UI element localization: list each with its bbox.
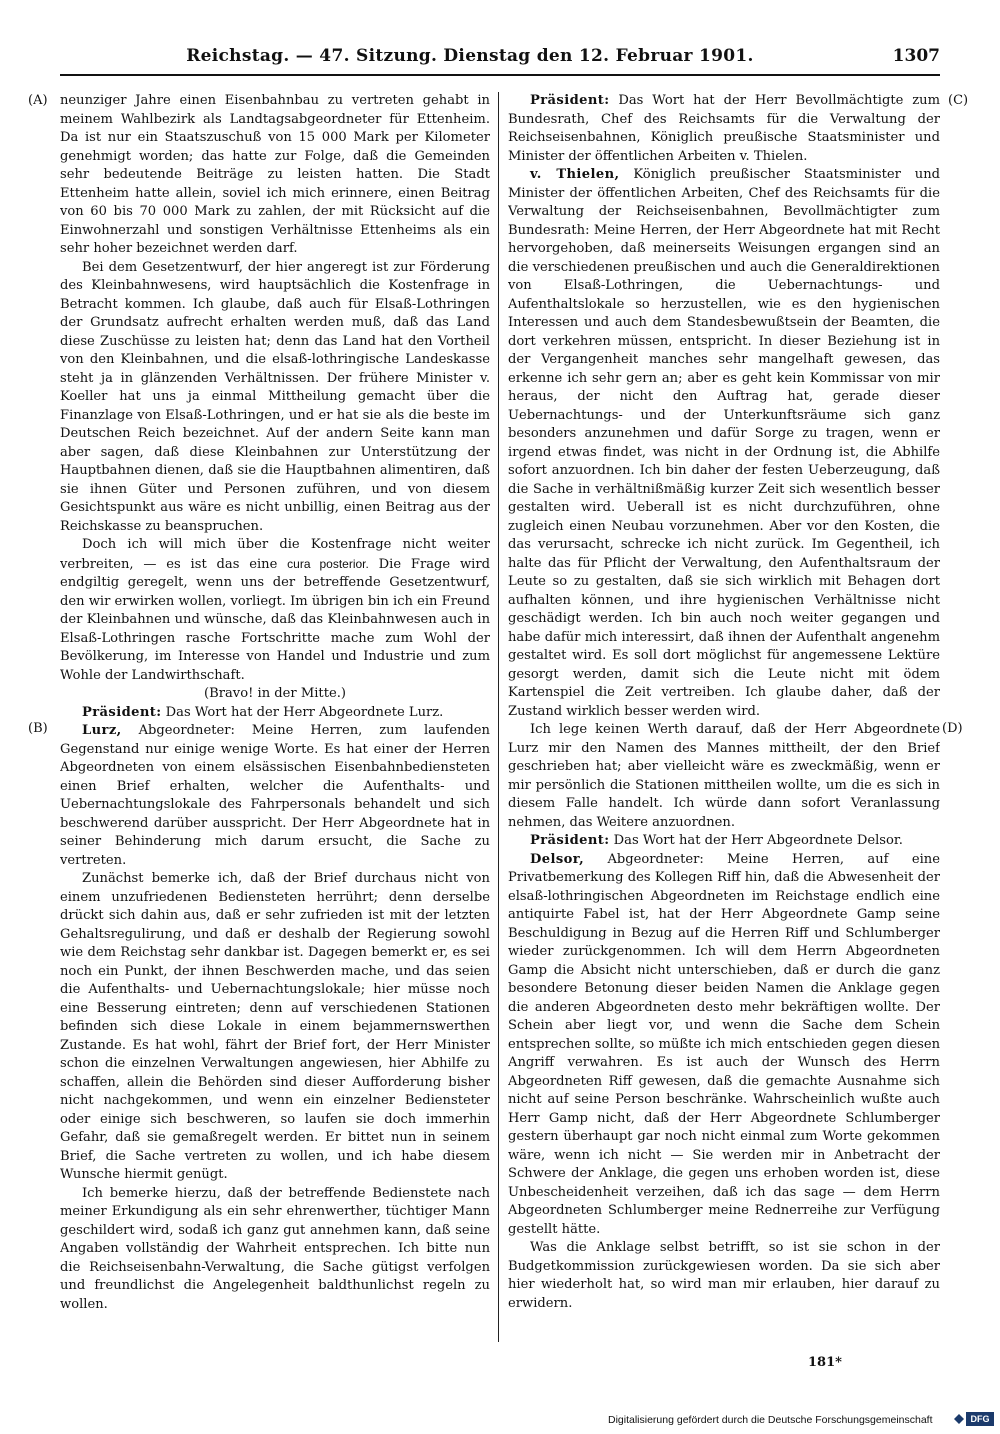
paragraph-text: Die Frage wird endgiltig geregelt, wenn uns der betreffende Gesetzentwurf, den wir erwirken wollen, vorliegt. Im übrigen bin ich ein Freund der Kleinbahnen und wünsche, daß das Kleinbahnwesen auch in Elsaß-Lothringen rasche Fortschritte mache zum Wohl der Bevölkerung, im Interesse von Handel und Industrie und zum Wohle der Landwirthschaft. <box>60 556 490 683</box>
margin-mark-c: (C) <box>948 93 969 108</box>
paragraph: Was die Anklage selbst betrifft, so ist sie schon in der Budgetkommission zurückgewiesen worden. Da sie sich aber hier wiederholt hat, so wird man mir erlauben, hier darauf zu erwidern. <box>508 1240 940 1311</box>
speech-text: Abgeordneter: Meine Herren, auf eine Privatbemerkung des Kollegen Riff hin, daß die Abwesenheit der elsaß-lothringischen Abgeordneten im Reichstage endlich eine antiquirte Fabel ist, hat der Herr Abgeordnete Gamp seine Beschuldigung in Bezug auf die Herren Riff und Schlumberger wieder zurückgenommen. Ich will dem Herrn Abgeordneten Gamp die Absicht nicht unterschieben, daß er durch die ganz besondere Betonung dieser beiden Namen die Anklage gegen die anderen Abgeordneten desto mehr bekräftigen wollte. Der Schein aber liegt vor, und wenn die Sache dem Schein entsprechen sollte, so müßte ich mich entschieden gegen diesen Angriff verwahren. Es ist auch der Wunsch des Herrn Abgeordneten Riff gewesen, daß die gemachte Ausnahme sich nicht auf seine Person beschränke. Wahrscheinlich wußte auch Herr Gamp nicht, daß der Herr Abgeordnete Schlumberger gestern überhaupt gar noch nicht einmal zum Worte gekommen wäre, wenn ich nicht — Sie werden mir in Anbetracht der Schwere der Anklage, die gegen uns erhoben worden ist, diese Unbescheidenheit verzeihen, daß ich das sage — dem Herrn Abgeordneten Schlumberger meine Rednerreihe zur Verfügung gestellt hätte. <box>508 851 940 1237</box>
page-header <box>60 40 940 80</box>
speaker-name: Delsor, <box>530 851 585 867</box>
interjection: (Bravo! in der Mitte.) <box>204 686 346 701</box>
paragraph: Ich lege keinen Werth darauf, daß der Herr Abgeordnete Lurz mir den Namen des Mannes mittheilt, der den Brief geschrieben hat; aber vielleicht wäre es zweckmäßig, wenn er mir persönlich die Stationen mittheilen wollte, um die es sich in diesem Falle handelt. Ich würde dann sofort Veranlassung nehmen, das Weitere anzuordnen. <box>508 722 940 830</box>
page-title: Reichstag. — 47. Sitzung. Dienstag den 12. Februar 1901. <box>186 46 754 66</box>
signature-mark: 181* <box>808 1355 842 1370</box>
right-column <box>508 92 940 1354</box>
speaker-name: v. Thielen, <box>530 167 620 182</box>
speech-text: Das Wort hat der Herr Bevollmächtigte zum Bundesrath, Chef des Reichsamts für die Verwaltung der Reichseisenbahnen, Königlich preußische Staatsminister und Minister der öffentlichen Arbeiten v. Thielen. <box>508 93 940 164</box>
left-column <box>60 92 490 1354</box>
latin-phrase: cura posterior. <box>287 556 369 571</box>
speech-text: Abgeordneter: Meine Herren, zum laufenden Gegenstand nur einige wenige Worte. Es hat einer der Herren Abgeordneten von einem elsässischen Eisenbahnbediensteten einen Brief erhalten, welcher die Aufenthalts- und Uebernachtungslokale des Fahrpersonals behandelt und sich beschwerend darüber ausspricht. Der Herr Abgeordnete hat in seiner Behinderung mich darum ersucht, die Sache zu vertreten. <box>60 723 490 868</box>
speech-paragraph <box>508 832 940 851</box>
paragraph: Bei dem Gesetzentwurf, der hier angeregt ist zur Förderung des Kleinbahnwesens, wird hauptsächlich die Kostenfrage in Betracht kommen. Ich glaube, daß auch für Elsaß-Lothringen der Grundsatz aufrecht erhalten werden muß, daß das Land diese Zuschüsse zu leisten hat; denn das Land hat den Vortheil von den Kleinbahnen, und die elsaß-lothringische Landeskasse steht ja in glänzenden Verhältnissen. Der frühere Minister v. Koeller hat uns ja einmal Mittheilung gemacht über die Finanzlage von Elsaß-Lothringen, und er hat sie als die beste im Deutschen Reich bezeichnet. Auf der andern Seite kann man aber sagen, daß diese Kleinbahnen zur Unterstützung der Hauptbahnen dienen, daß sie die Hauptbahnen alimentiren, daß sie ihnen Güter und Personen zuführen, und von diesem Gesichtspunkt aus wäre es nicht unbillig, einen Beitrag aus der Reichskasse zu beanspruchen. <box>60 259 490 534</box>
paragraph: Ich bemerke hierzu, daß der betreffende Bedienstete nach meiner Erkundigung als ein sehr ehrenwerther, tüchtiger Mann geschildert wird, sodaß ich ganz gut annehmen kann, daß seine Angaben vollständig der Wahrheit entsprechen. Ich bitte nun die Reichseisenbahn-Verwaltung, die Sache gütigst verfolgen und freundlichst die Angelegenheit baldthunlichst regeln zu wollen. <box>60 1185 490 1312</box>
speech-paragraph <box>508 166 940 721</box>
margin-mark-b: (B) <box>28 721 48 736</box>
speaker-name: Lurz, <box>82 723 122 738</box>
speech-paragraph <box>508 92 940 166</box>
paragraph-text: Doch ich will mich über die Kostenfrage nicht weiter verbreiten, — es ist das eine <box>60 537 490 572</box>
speech-text: Das Wort hat der Herr Abgeordnete Lurz. <box>165 704 444 720</box>
speech-paragraph <box>60 722 490 870</box>
header-rule <box>60 74 940 76</box>
speech-paragraph <box>60 704 490 723</box>
dfg-logo-icon <box>954 1414 964 1424</box>
dfg-logo: DFG <box>966 1412 994 1426</box>
column-divider <box>498 92 499 1342</box>
speaker-name: Präsident: <box>530 93 610 108</box>
margin-mark-d: (D) <box>942 721 963 736</box>
margin-mark-a: (A) <box>28 93 48 108</box>
speaker-name: Präsident: <box>82 704 162 720</box>
paragraph: Zunächst bemerke ich, daß der Brief durchaus nicht von einem unzufriedenen Bediensteten herrührt; denn derselbe drückt sich dahin aus, daß er sehr zufrieden ist mit der letzten Gehaltsregulirung, und daß er deshalb der Regierung sowohl wie dem Reichstag sehr dankbar ist. Dagegen bemerkt er, es sei noch ein Punkt, der ihnen Beschwerden mache, und das seien die Aufenthalts- und Uebernachtungslokale; hier müsse noch eine Besserung eintreten; denn auf verschiedenen Stationen befinden sich diese Lokale in einem bejammernswerthen Zustande. Es hat wohl, fährt der Brief fort, der Herr Minister schon die einzelnen Verwaltungen angewiesen, hier Abhilfe zu schaffen, allein die Behörden sind dieser Aufforderung bisher nicht nachgekommen, und wenn ein einzelner Bediensteter oder einige sich beschweren, so laufen sie doch immerhin Gefahr, daß sie gemaßregelt werden. Er bittet nun in seinem Brief, die Sache vertreten zu wollen, und ich habe diesem Wunsche hiermit genügt. <box>60 871 490 1182</box>
speech-paragraph <box>508 851 940 1240</box>
speech-text: Das Wort hat der Herr Abgeordnete Delsor. <box>613 833 903 848</box>
paragraph <box>60 536 490 685</box>
paragraph: neunziger Jahre einen Eisenbahnbau zu vertreten gehabt in meinem Wahlbezirk als Landtagsabgeordneter für Ettenheim. Da ist nur ein Staatszuschuß von 15 000 Mark per Kilometer genehmigt worden; das hatte zur Folge, daß die Gemeinden sehr bedeutende Beiträge zu leisten hatten. Die Stadt Ettenheim hatte allein, soviel ich mich erinnere, einen Beitrag von 60 bis 70 000 Mark zu zahlen, der mit Rücksicht auf die Einwohnerzahl und sonstigen Verhältnisse Ettenheims als ein sehr hoher bezeichnet werden darf. <box>60 93 490 256</box>
speaker-name: Präsident: <box>530 833 610 848</box>
speech-text: Königlich preußischer Staatsminister und Minister der öffentlichen Arbeiten, Chef des Reichsamts für die Verwaltung der Reichseisenbahnen, Bevollmächtigter zum Bundesrath: Meine Herren, der Herr Abgeordnete hat mit Recht hervorgehoben, daß meinerseits Weisungen ergangen sind an die verschiedenen preußischen und auch die Generaldirektionen von Elsaß-Lothringen, die Uebernachtungs- und Aufenthaltslokale so herzustellen, wie es den hygienischen Interessen und auch dem Standesbewußtsein der Beamten, die dort verkehren müssen, entspricht. In dieser Beziehung ist in der Vergangenheit manches sehr mangelhaft gewesen, das erkenne ich sehr gern an; aber es geht kein Kommissar von mir heraus, der nicht den Auftrag hat, gerade dieser Uebernachtungs- und der Unterkunftsräume sich ganz besonders anzunehmen und dafür Sorge zu tragen, wenn er irgend etwas findet, was nicht in der Ordnung ist, die Abhilfe sofort anzuordnen. Ich bin daher der festen Ueberzeugung, daß die Sache in verhältnißmäßig kurzer Zeit sich wesentlich besser gestalten wird. Ueberall ist es nicht durchzuführen, ohne zugleich einen Neubau vorzunehmen. Aber vor den Kosten, die das verursacht, schrecke ich nicht zurück. Im Gegentheil, ich halte das für Pflicht der Verwaltung, den Aufenthaltsraum der Leute so zu gestalten, daß sie sich wirklich mit Behagen dort aufhalten können, und ihre hygienischen Verhältnisse nicht geschädigt werden. Ich bin auch noch weiter gegangen und habe dafür mich interessirt, daß ihnen der Aufenthalt angenehm gestaltet wird. Es soll dort möglichst für angemessene Lektüre gesorgt werden, damit sich die Leute nicht mit ödem Kartenspiel die Zeit vertreiben. Ich glaube daher, daß der Zustand wirklich besser werden wird. <box>508 167 940 719</box>
page-number: 1307 <box>892 46 940 66</box>
footer-credit: Digitalisierung gefördert durch die Deutsche Forschungsgemeinschaft <box>608 1414 933 1426</box>
